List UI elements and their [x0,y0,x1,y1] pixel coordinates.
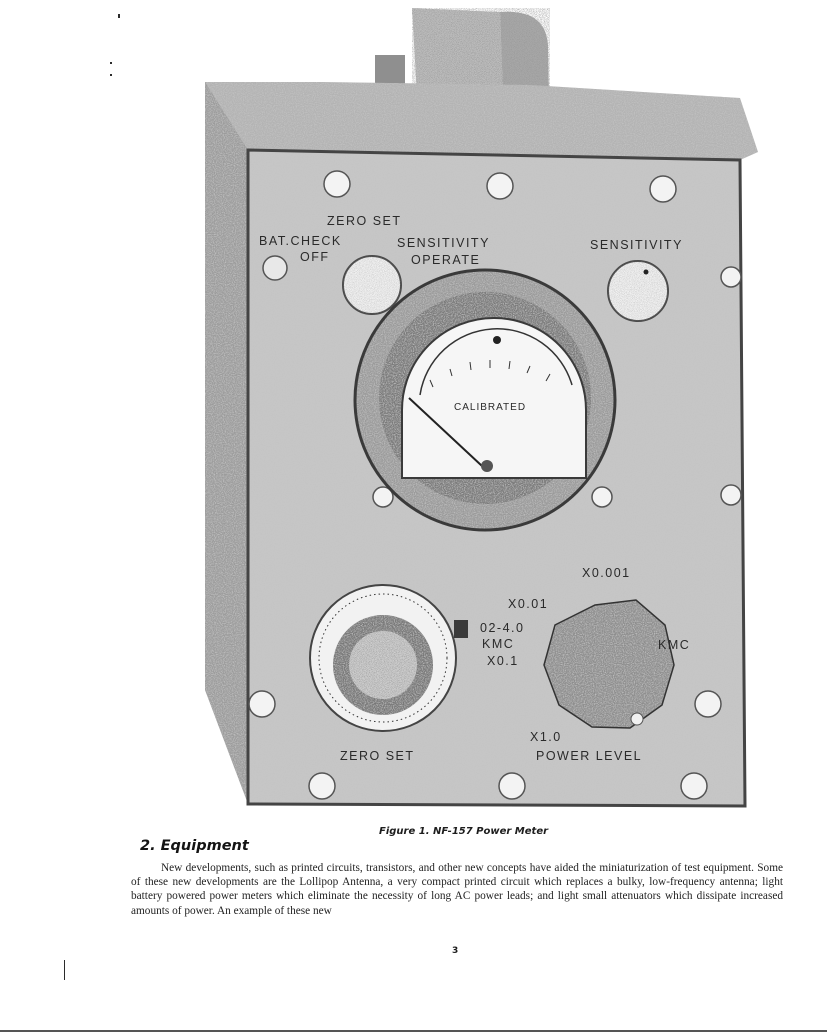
scan-speck [64,960,65,980]
page-number: 3 [452,946,459,956]
bat-check-label: BAT.CHECK [259,234,342,248]
power-meter-photo [200,0,760,812]
kmc-left-label: KMC [482,637,515,651]
meter [355,270,615,530]
sensitivity-knob [608,261,668,321]
figure-caption: Figure 1. NF-157 Power Meter [379,826,549,837]
scan-speck [110,62,112,64]
body-paragraph: New developments, such as printed circuits, transistors, and other new concepts have aided the miniaturization of test equipment. Some of these new developments are the Lollipop Antenna, a very compact printed circuit which replaces a bulky, low-frequency antenna; light battery powered power meters which eliminate the necessity of long AC power leads; and light small attenuators which dissipate increased amounts of power. An example of these new [131,862,783,917]
scan-speck [118,14,120,18]
section-heading: 2. Equipment [140,838,249,854]
x0001-label: X0.001 [582,566,631,580]
page-edge [0,1030,827,1032]
sensitivity-left-label: SENSITIVITY [397,236,490,250]
operate-label: OPERATE [411,253,481,267]
off-label: OFF [300,250,330,264]
case-lid [205,82,758,160]
zero-set-top-label: ZERO SET [327,214,402,228]
zero-set-bottom-label: ZERO SET [340,749,415,763]
x10-label: X1.0 [530,730,562,744]
x001-label: X0.01 [508,597,549,611]
power-level-label: POWER LEVEL [536,749,643,763]
kmc-right-label: KMC [658,638,691,652]
band-label: 02-4.0 [480,621,525,635]
sensitivity-right-label: SENSITIVITY [590,238,683,252]
scan-speck [110,74,112,76]
x01-label: X0.1 [487,654,519,668]
meter-face-label: CALIBRATED [454,402,527,413]
